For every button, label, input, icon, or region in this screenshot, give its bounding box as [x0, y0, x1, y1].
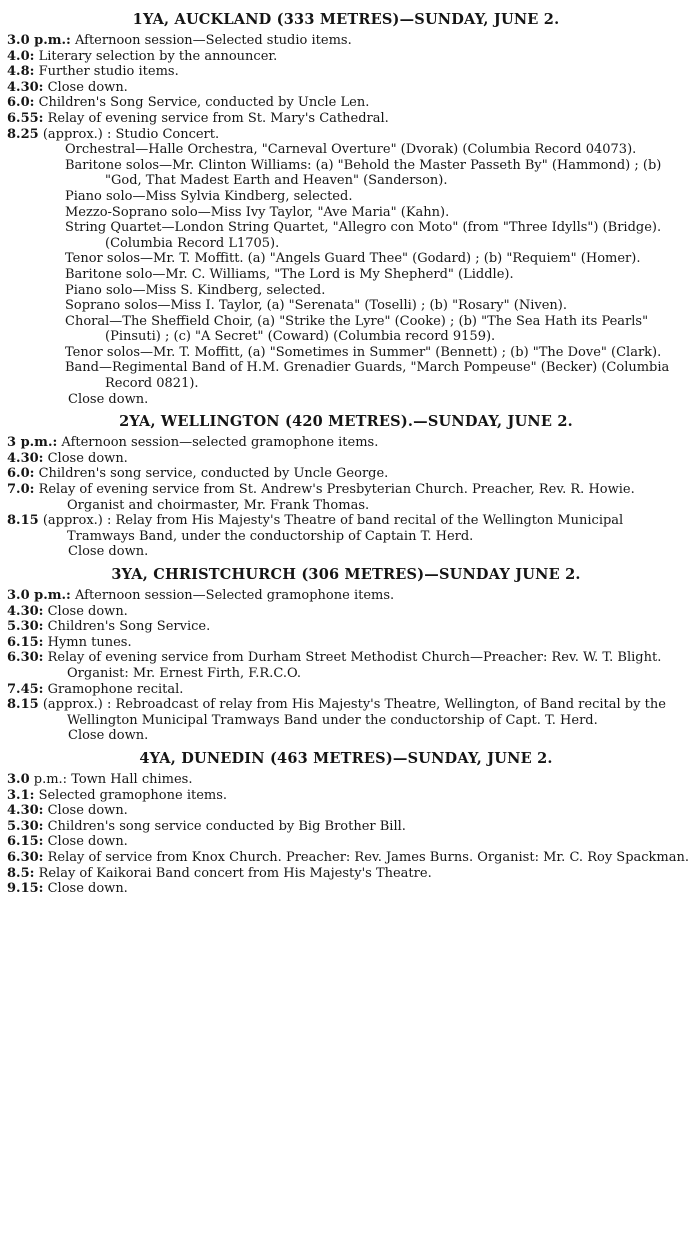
entry-time: 4.30: — [7, 603, 44, 619]
station-heading: 2YA, WELLINGTON (420 METRES).—SUNDAY, JUNE 2. — [119, 413, 573, 431]
entry-time: 6.0: — [7, 466, 35, 482]
station-heading: 1YA, AUCKLAND (333 METRES)—SUNDAY, JUNE 2. — [132, 11, 560, 28]
schedule-entry — [2, 80, 690, 96]
entry-time: 6.30: — [7, 849, 44, 865]
schedule-entry — [2, 127, 690, 143]
concert-item: Baritone solo—Mr. C. Williams, "The Lord is My Shepherd" (Liddle). — [65, 266, 514, 282]
schedule-entry — [2, 49, 690, 65]
entry-text: Children's Song Service. — [47, 619, 211, 635]
entry-time: 7.0: — [7, 482, 35, 498]
concert-item: Tenor solos—Mr. T. Moffitt. (a) "Angels Guard Thee" (Godard) ; (b) "Requiem" (Homer). — [65, 251, 641, 267]
schedule-entry — [2, 466, 690, 482]
entry-time: 4.30: — [7, 450, 44, 466]
entry-text: Close down. — [47, 450, 128, 466]
entry-text: Relay of evening service from St. Andrew's Presbyterian Church. Preacher, Rev. R. Howie. Organist and choirmaster, Mr. Frank Thomas. — [38, 482, 635, 513]
entry-time: 8.15 — [7, 697, 39, 713]
entry-time: 6.15: — [7, 834, 44, 850]
concert-item: Soprano solos—Miss I. Taylor, (a) "Serenata" (Toselli) ; (b) "Rosary" (Niven). — [65, 298, 567, 314]
schedule-entry — [2, 772, 690, 788]
concert-item: Piano solo—Miss S. Kindberg, selected. — [65, 282, 326, 298]
schedule-entry — [2, 95, 690, 111]
schedule-entry — [2, 435, 690, 451]
concert-item: Band—Regimental Band of H.M. Grenadier Guards, "March Pompeuse" (Becker) (Columbia Record 0821). — [65, 360, 670, 392]
station-section-1ya — [2, 9, 690, 407]
entry-time: 8.5: — [7, 865, 35, 881]
schedule-entry — [2, 803, 690, 819]
schedule-entry — [2, 850, 690, 866]
schedule-entry — [2, 111, 690, 127]
close-down-line: Close down. — [68, 728, 149, 744]
station-section-3ya — [2, 564, 690, 744]
concert-item: Baritone solos—Mr. Clinton Williams: (a) "Behold the Master Passeth By" (Hammond) ; (b) "God, That Madest Earth and Heaven" (Sanderson). — [65, 157, 662, 189]
entry-time: 3.0 p.m.: — [7, 33, 71, 48]
concert-item: Orchestral—Halle Orchestra, "Carneval Overture" (Dvorak) (Columbia Record 04073). — [65, 142, 637, 158]
entry-text: Relay of evening service from Durham Street Methodist Church—Preacher: Rev. W. T. Blight. Organist: Mr. Ernest Firth, F.R.C.O. — [47, 650, 662, 681]
entry-time: 5.30: — [7, 619, 44, 635]
entry-time: 6.0: — [7, 95, 35, 111]
schedule-entry — [2, 588, 690, 604]
schedule-entry — [2, 650, 690, 681]
entry-text: Close down. — [47, 834, 128, 850]
entry-time: 3 p.m.: — [7, 435, 58, 451]
station-heading: 4YA, DUNEDIN (463 METRES)—SUNDAY, JUNE 2. — [139, 749, 553, 767]
entry-time: 4.30: — [7, 803, 44, 819]
entry-time: 3.1: — [7, 787, 35, 803]
station-heading: 3YA, CHRISTCHURCH (306 METRES)—SUNDAY JUNE 2. — [111, 566, 581, 583]
station-section-2ya — [2, 411, 690, 560]
entry-text: Relay of service from Knox Church. Preacher: Rev. James Burns. Organist: Mr. C. Roy Spackman. — [47, 849, 690, 865]
entry-text: Children's Song Service, conducted by Uncle Len. — [38, 95, 370, 111]
schedule-entry — [2, 682, 690, 698]
entry-text: (approx.) : Relay from His Majesty's Theatre of band recital of the Wellington Municipal Tramways Band, under the conductorship of Captain T. Herd. — [42, 513, 624, 544]
close-down-line: Close down. — [68, 544, 149, 560]
entry-time: 6.55: — [7, 110, 44, 126]
concert-item: Tenor solos—Mr. T. Moffitt, (a) "Sometimes in Summer" (Bennett) ; (b) "The Dove" (Clark). — [65, 344, 662, 360]
concert-item: Piano solo—Miss Sylvia Kindberg, selected. — [65, 188, 353, 204]
entry-text: Afternoon session—Selected studio items. — [74, 33, 352, 48]
entry-time: 6.30: — [7, 650, 44, 666]
schedule-entry — [2, 881, 690, 897]
schedule-entry — [2, 451, 690, 467]
entry-text: Children's song service, conducted by Uncle George. — [38, 466, 389, 482]
entry-time: 3.0 p.m.: — [7, 588, 71, 603]
entry-text: Close down. — [47, 803, 128, 819]
entry-text: Close down. — [47, 79, 128, 95]
schedule-entry — [2, 619, 690, 635]
schedule-entry — [2, 819, 690, 835]
entry-text: Relay of Kaikorai Band concert from His Majesty's Theatre. — [38, 865, 432, 881]
schedule-entry — [2, 866, 690, 882]
entry-text: Close down. — [47, 603, 128, 619]
station-section-4ya — [2, 748, 690, 897]
concert-item: Mezzo-Soprano solo—Miss Ivy Taylor, "Ave Maria" (Kahn). — [65, 204, 450, 220]
concert-item: Choral—The Sheffield Choir, (a) "Strike the Lyre" (Cooke) ; (b) "The Sea Hath its Pearls" (Pinsuti) ; (c) "A Secret" (Coward) (Columbia record 9159). — [65, 313, 649, 345]
entry-text: p.m.: Town Hall chimes. — [33, 771, 193, 787]
entry-text: Hymn tunes. — [47, 634, 132, 650]
entry-time: 8.25 — [7, 126, 39, 142]
schedule-entry — [2, 482, 690, 513]
schedule-entry — [2, 33, 690, 49]
schedule-entry — [2, 64, 690, 80]
entry-text: Close down. — [47, 881, 128, 897]
entry-text: Children's song service conducted by Big Brother Bill. — [47, 818, 406, 834]
entry-text: Relay of evening service from St. Mary's Cathedral. — [47, 110, 389, 126]
entry-text: Literary selection by the announcer. — [38, 48, 278, 64]
entry-time: 8.15 — [7, 513, 39, 529]
entry-time: 3.0 — [7, 771, 30, 787]
entry-time: 7.45: — [7, 681, 44, 697]
entry-text: Afternoon session—Selected gramophone items. — [74, 588, 395, 603]
schedule-entry — [2, 513, 690, 544]
entry-text: Afternoon session—selected gramophone items. — [61, 435, 379, 451]
entry-time: 9.15: — [7, 881, 44, 897]
entry-time: 4.30: — [7, 79, 44, 95]
entry-text: (approx.) : Studio Concert. — [42, 126, 220, 142]
entry-time: 4.8: — [7, 64, 35, 80]
entry-time: 4.0: — [7, 48, 35, 64]
entry-text: (approx.) : Rebroadcast of relay from His Majesty's Theatre, Wellington, of Band recital by the Wellington Municipal Tramways Band under the conductorship of Capt. T. Herd. — [42, 697, 666, 728]
schedule-entry — [2, 635, 690, 651]
schedule-entry — [2, 604, 690, 620]
entry-time: 5.30: — [7, 818, 44, 834]
schedule-entry — [2, 834, 690, 850]
entry-time: 6.15: — [7, 634, 44, 650]
entry-text: Further studio items. — [38, 64, 179, 80]
entry-text: Selected gramophone items. — [38, 787, 228, 803]
schedule-entry — [2, 788, 690, 804]
concert-item: String Quartet—London String Quartet, "Allegro con Moto" (from "Three Idylls") (Bridge). (Columbia Record L1705). — [65, 220, 662, 251]
close-down-line: Close down. — [68, 391, 149, 407]
entry-text: Gramophone recital. — [47, 681, 184, 697]
schedule-entry — [2, 697, 690, 728]
